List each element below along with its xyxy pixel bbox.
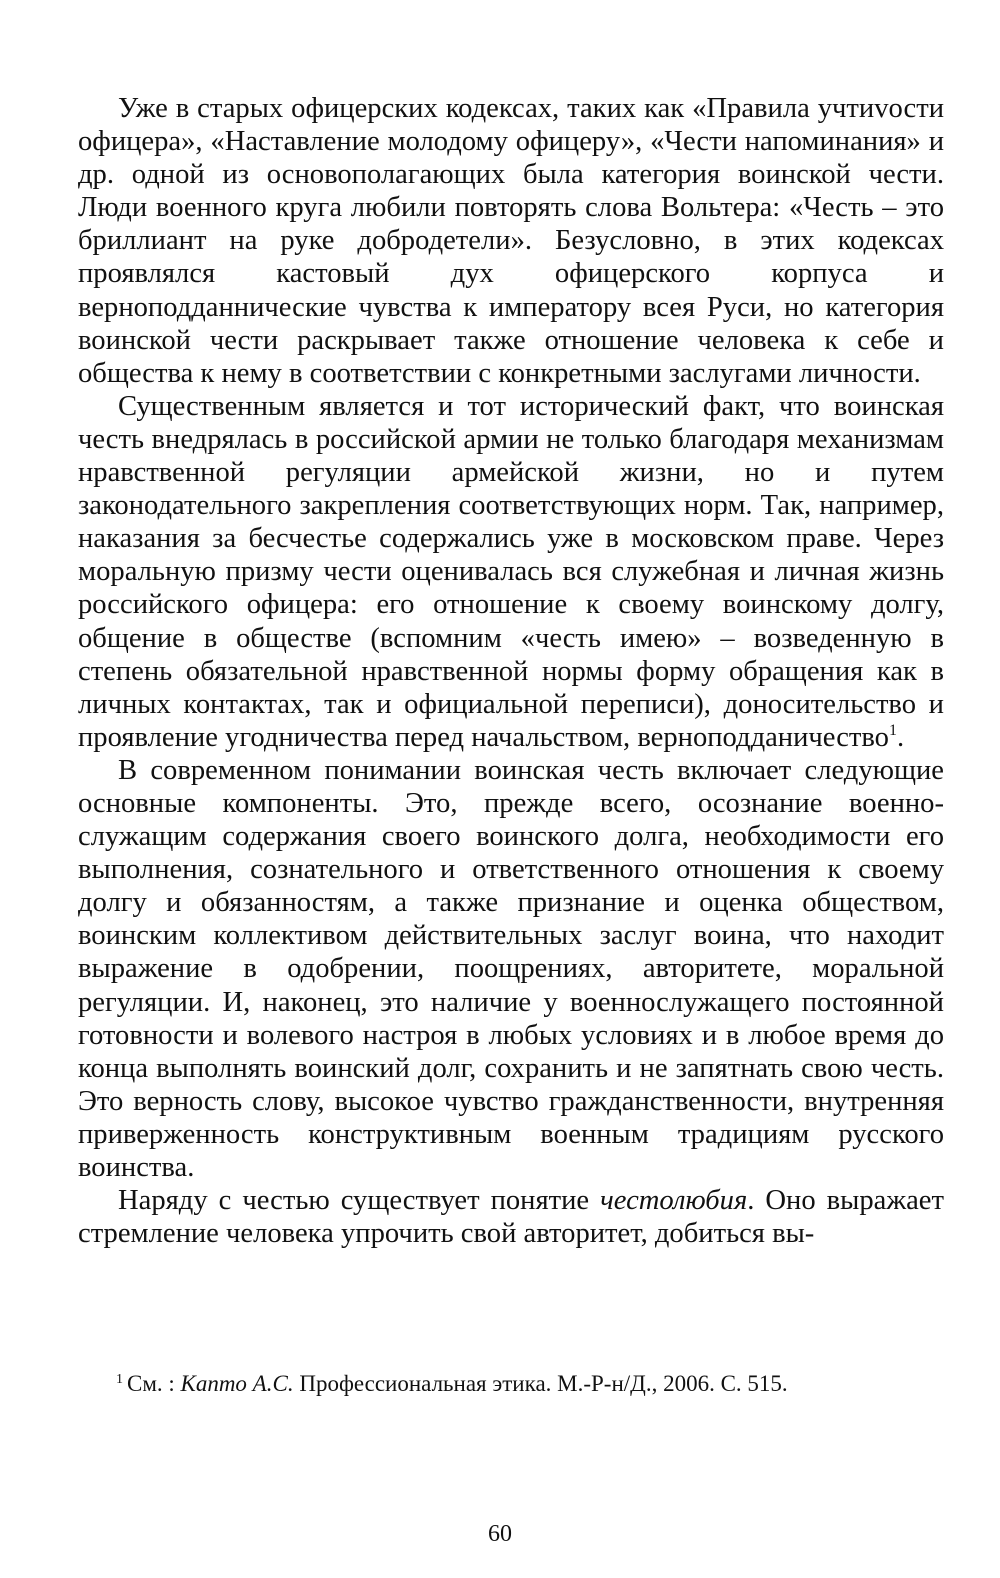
- footnote-marker: 1: [116, 1372, 123, 1387]
- footnote-prefix: См. :: [127, 1371, 181, 1396]
- page-number: 60: [488, 1521, 512, 1547]
- paragraph-1-text: Уже в старых офицерских кодексах, таких как «Правила учтиvости офицера», «Наставление молодому офицеру», «Чести напоминания» и др. одной из основополагающих была категория воинской чести. Люди военного круга любили повторять слова Вольтера: «Честь – это бриллиант на руке добродетели». Безусловно, в этих кодексах проявлялся кастовый дух офицерского корпуса и верноподданнические чувства к императору всея Руси, но категория воинской чести раскрывает также отношение человека к себе и общества к нему в соответствии с конкретными заслугами личности.: [78, 93, 944, 389]
- footnote-reference: 1: [888, 721, 897, 739]
- footnote-citation: Профессиональная этика. М.-Р-н/Д., 2006. С. 515.: [293, 1371, 788, 1396]
- paragraph-4: [78, 1184, 944, 1250]
- page-body: [78, 92, 944, 1250]
- paragraph-4-lead: Наряду с честью существует понятие: [118, 1185, 601, 1217]
- paragraph-2-tail: .: [896, 721, 905, 753]
- paragraph-2-text: Существенным является и тот исторический факт, что воинская честь внедрялась в российской армии не только благодаря механизмам нравственной регуляции армейской жизни, но и путем законодательного закрепления соответствующих норм. Так, например, наказания за бесчестье содержались уже в московском праве. Через моральную призму чести оценивалась вся служебная и личная жизнь российского офицера: его отношение к своему воинскому долгу, общение в обществе (вспомним «честь имею» – возведенную в степень обязательной нравственной нормы форму обращения как в личных контактах, так и официальной переписи), доносительство и проявление угодничества перед начальством, верноподданичество: [78, 390, 944, 753]
- paragraph-3: [78, 754, 944, 1184]
- emphasized-term: честолюбия: [600, 1185, 748, 1217]
- paragraph-3-text: В современном понимании воинская честь включает следующие основные компоненты. Это, прежде всего, осознание военнослужащим содержания своего воинского долга, необходимости его выполнения, сознательного и ответственного отношения к своему долгу и обязанностям, а также признание и оценка обществом, воинским коллективом действительных заслуг воина, что находит выражение в одобрении, поощрениях, авторитете, моральной регуляции. И, наконец, это наличие у военнослужащего постоянной готовности и волевого настроя в любых условиях и в любое время до конца выполнять воинский долг, сохранить и не запятнать свою честь. Это верность слову, высокое чувство гражданственности, внутренняя приверженность конструктивным военным традициям русского воинства.: [78, 754, 944, 1183]
- paragraph-4-tail: . Оно выражает стремление человека упрочить свой авторитет, добиться вы-: [78, 1185, 944, 1250]
- footnote: [116, 1370, 916, 1398]
- paragraph-2: [78, 390, 944, 754]
- paragraph-1: [78, 92, 944, 390]
- footnote-author: Капто А.С.: [180, 1371, 294, 1396]
